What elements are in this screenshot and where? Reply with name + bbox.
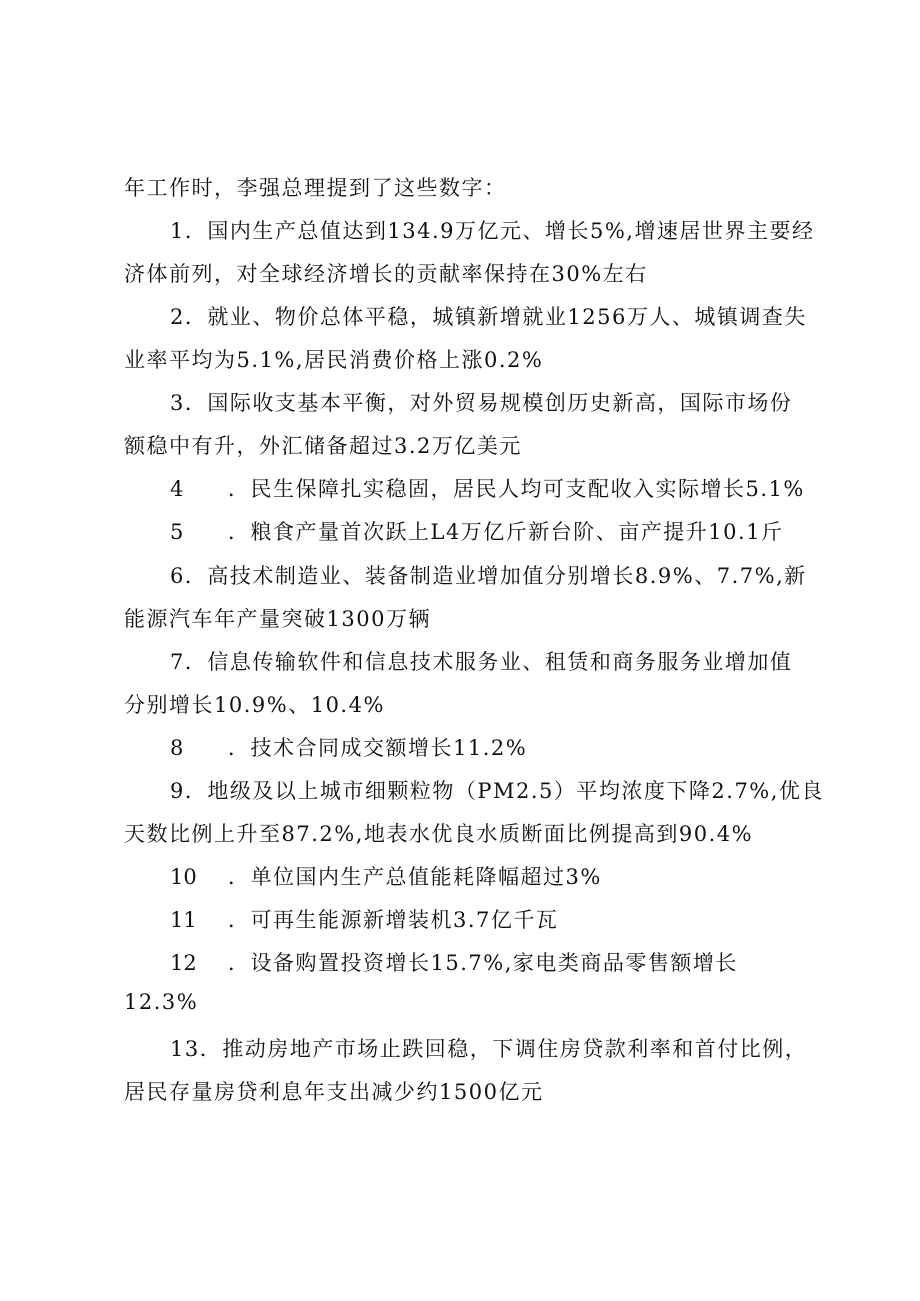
item-text: ．单位国内生产总值能耗降幅超过3% — [228, 865, 602, 889]
item-continuation: 额稳中有升，外汇储备超过3.2万亿美元 — [124, 434, 522, 458]
list-item — [170, 904, 558, 934]
item-number: 9 — [170, 779, 185, 803]
item-number: 2 — [170, 305, 185, 329]
list-item — [170, 473, 805, 503]
item-number: 4 — [170, 477, 184, 501]
intro-line: 年工作时，李强总理提到了这些数字： — [124, 176, 507, 200]
list-item — [170, 560, 807, 590]
list-item — [170, 646, 792, 676]
item-continuation: 业率平均为5.1%,居民消费价格上涨0.2% — [124, 348, 544, 372]
list-item — [170, 947, 738, 977]
item-text: ．推动房地产市场止跌回稳，下调住房贷款利率和首付比例， — [199, 1037, 808, 1061]
item-text: ．技术合同成交额增长11.2% — [228, 736, 528, 760]
item-text: ．可再生能源新增装机3.7亿千瓦 — [228, 908, 559, 932]
item-number: 11 — [170, 908, 197, 932]
item-continuation: 分别增长10.9%、10.4% — [124, 693, 385, 717]
item-number: 10 — [170, 865, 197, 889]
list-item — [170, 215, 814, 245]
item-text: ．民生保障扎实稳固，居民人均可支配收入实际增长5.1% — [228, 477, 805, 501]
item-number: 5 — [170, 520, 184, 544]
item-continuation: 济体前列，对全球经济增长的贡献率保持在30%左右 — [124, 262, 648, 286]
item-continuation: 天数比例上升至87.2%,地表水优良水质断面比例提高到90.4% — [124, 822, 754, 846]
item-continuation: 能源汽车年产量突破1300万辆 — [124, 607, 431, 631]
item-text: ．高技术制造业、装备制造业增加值分别增长8.9%、7.7%,新 — [184, 564, 807, 588]
item-text: ．粮食产量首次跃上L4万亿斤新台阶、亩产提升10.1斤 — [228, 520, 784, 544]
item-text: ．地级及以上城市细颗粒物（PM2.5）平均浓度下降2.7%,优良 — [184, 779, 824, 803]
list-item — [170, 775, 824, 805]
item-number: 1 — [170, 219, 185, 243]
item-text: ．设备购置投资增长15.7%,家电类商品零售额增长 — [228, 951, 738, 975]
list-item — [170, 732, 527, 762]
item-number: 12 — [170, 951, 197, 975]
item-number: 6 — [170, 564, 185, 588]
item-text: ．国际收支基本平衡，对外贸易规模创历史新高，国际市场份 — [184, 391, 793, 415]
list-item — [170, 387, 792, 417]
list-item — [170, 301, 807, 331]
item-number: 8 — [170, 736, 184, 760]
list-item — [170, 1033, 807, 1063]
item-number: 13 — [170, 1037, 200, 1061]
item-number: 7 — [170, 650, 185, 674]
list-item — [170, 516, 784, 546]
item-text: ．国内生产总值达到134.9万亿元、增长5%,增速居世界主要经 — [184, 219, 815, 243]
item-number: 3 — [170, 391, 185, 415]
list-item — [170, 861, 602, 891]
item-text: ．就业、物价总体平稳，城镇新增就业1256万人、城镇调查失 — [184, 305, 807, 329]
item-continuation: 居民存量房贷利息年支出减少约1500亿元 — [124, 1080, 544, 1104]
item-continuation: 12.3% — [124, 990, 199, 1014]
item-text: ．信息传输软件和信息技术服务业、租赁和商务服务业增加值 — [184, 650, 793, 674]
